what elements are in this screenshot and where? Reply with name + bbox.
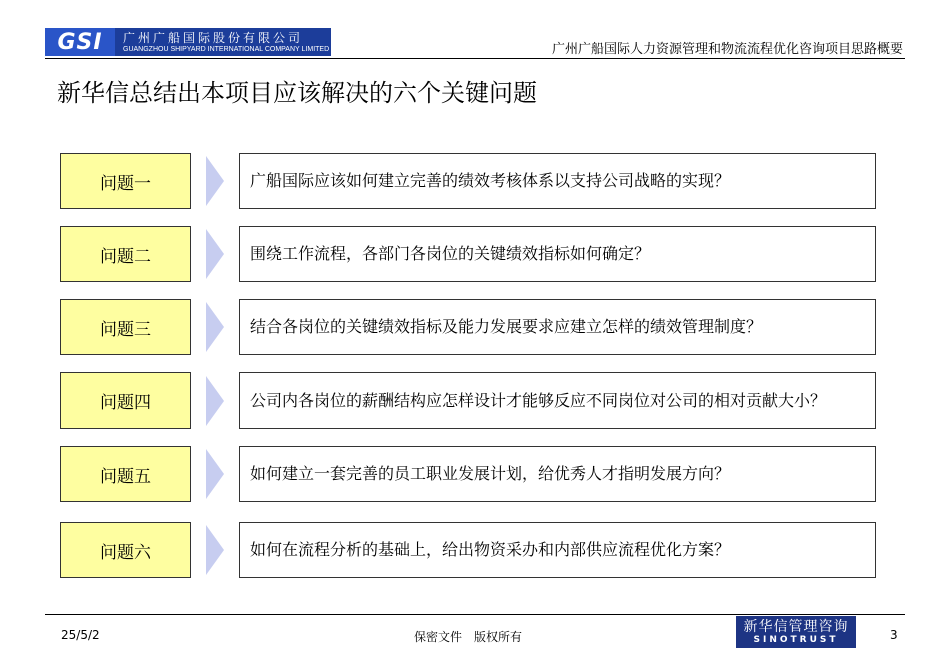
question-row-2: [60, 226, 876, 282]
question-row-5: [60, 446, 876, 502]
question-label-box: 问题二: [60, 226, 191, 282]
chevron-right-icon: [206, 525, 224, 575]
chevron-right-icon: [206, 449, 224, 499]
question-label-box: 问题一: [60, 153, 191, 209]
question-label-box: 问题四: [60, 372, 191, 429]
chevron-right-icon: [206, 376, 224, 426]
question-text-box: 结合各岗位的关键绩效指标及能力发展要求应建立怎样的绩效管理制度？: [239, 299, 876, 355]
question-text-box: 如何建立一套完善的员工职业发展计划，给优秀人才指明发展方向？: [239, 446, 876, 502]
sinotrust-logo-cn: 新华信管理咨询: [743, 618, 849, 635]
logo-company-cn: 广州广船国际股份有限公司: [123, 30, 304, 45]
page-title: 新华信总结出本项目应该解决的六个关键问题: [57, 79, 537, 107]
question-row-6: [60, 522, 876, 578]
chevron-right-icon: [206, 302, 224, 352]
header-divider: [45, 58, 905, 59]
question-label-box: 问题五: [60, 446, 191, 502]
footer-confidential: 保密文件 版权所有: [414, 630, 523, 644]
question-row-4: [60, 372, 876, 429]
question-text-box: 如何在流程分析的基础上，给出物资采办和内部供应流程优化方案？: [239, 522, 876, 578]
company-logo: [45, 28, 331, 56]
footer-date: 25/5/2: [61, 628, 100, 642]
gsi-logo-mark: GSI: [45, 28, 115, 56]
question-label-box: 问题六: [60, 522, 191, 578]
header-title: 广州广船国际人力资源管理和物流流程优化咨询项目思路概要: [551, 42, 903, 57]
chevron-right-icon: [206, 156, 224, 206]
question-row-1: [60, 153, 876, 209]
question-text-box: 围绕工作流程，各部门各岗位的关键绩效指标如何确定？: [239, 226, 876, 282]
question-label-box: 问题三: [60, 299, 191, 355]
chevron-right-icon: [206, 229, 224, 279]
logo-text: [115, 28, 331, 56]
page-number: 3: [890, 628, 898, 642]
question-text-box: 广船国际应该如何建立完善的绩效考核体系以支持公司战略的实现？: [239, 153, 876, 209]
sinotrust-logo-en: SINOTRUST: [753, 634, 839, 645]
question-text-box: 公司内各岗位的薪酬结构应怎样设计才能够反应不同岗位对公司的相对贡献大小？: [239, 372, 876, 429]
logo-company-en: GUANGZHOU SHIPYARD INTERNATIONAL COMPANY LIMITED: [123, 45, 330, 53]
sinotrust-logo: [736, 616, 856, 648]
footer-divider: [45, 614, 905, 615]
question-row-3: [60, 299, 876, 355]
